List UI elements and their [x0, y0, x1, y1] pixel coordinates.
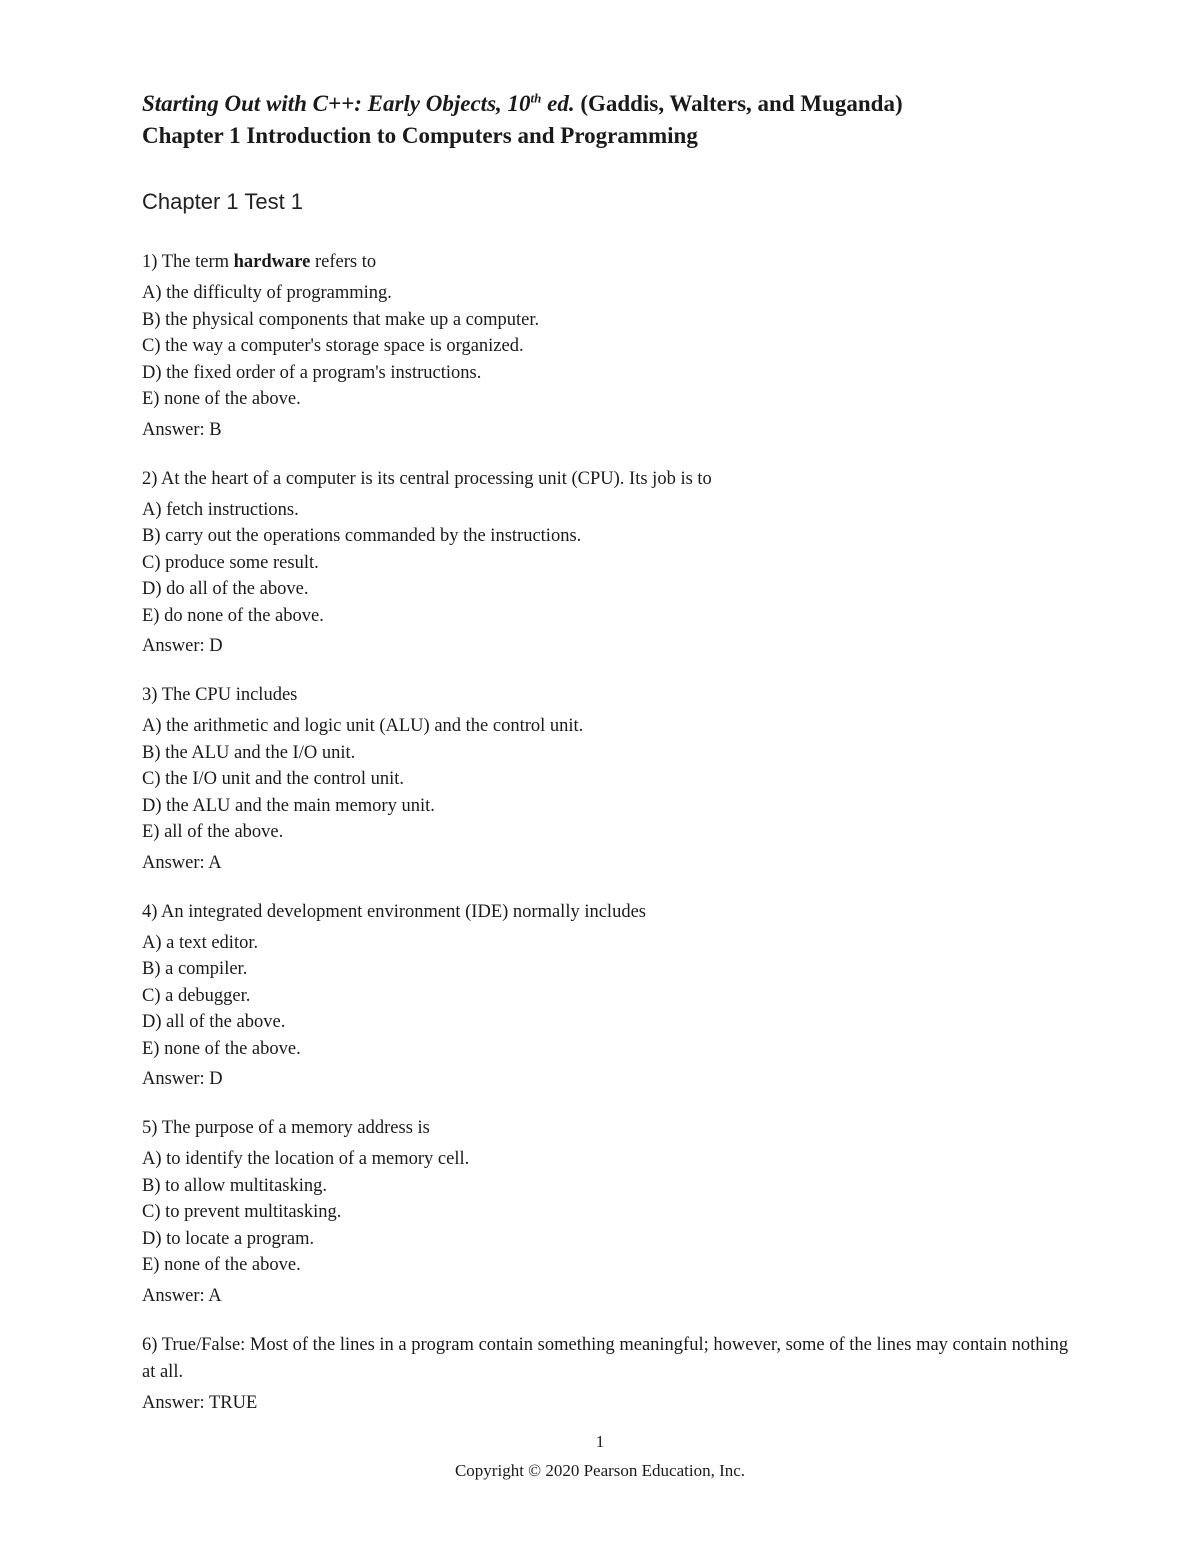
book-title: Starting Out with C++: Early Objects, 10th ed.	[142, 90, 575, 116]
option-b: B) a compiler.	[142, 959, 248, 979]
option-c: C) a debugger.	[142, 985, 251, 1006]
copyright-notice: Copyright © 2020 Pearson Education, Inc.	[454, 1461, 746, 1480]
test-title: Chapter 1 Test 1	[142, 189, 304, 214]
option-b: B) to allow multitasking.	[142, 1175, 327, 1196]
question-stem: 1) The term hardware refers to	[142, 252, 377, 272]
option-c: C) produce some result.	[142, 552, 319, 573]
question-1	[142, 249, 1082, 443]
option-b: B) carry out the operations commanded by the instructions.	[142, 526, 582, 546]
option-c: C) to prevent multitasking.	[142, 1202, 342, 1222]
edition-superscript: th	[530, 90, 542, 106]
question-2	[142, 466, 1082, 660]
option-a: A) a text editor.	[142, 932, 259, 953]
option-a: A) the difficulty of programming.	[142, 283, 392, 303]
option-d: D) all of the above.	[142, 1012, 286, 1032]
answer: Answer: TRUE	[142, 1392, 258, 1413]
option-a: A) to identify the location of a memory cell.	[142, 1149, 470, 1169]
option-c: C) the way a computer's storage space is organized.	[142, 336, 524, 356]
question-6	[142, 1332, 1082, 1416]
bold-term: hardware	[233, 252, 311, 272]
book-title-line	[142, 88, 1082, 120]
option-a: A) the arithmetic and logic unit (ALU) and the control unit.	[142, 716, 584, 736]
option-d: D) do all of the above.	[142, 579, 309, 599]
book-authors: (Gaddis, Walters, and Muganda)	[574, 91, 903, 116]
chapter-title: Chapter 1 Introduction to Computers and Programming	[142, 123, 698, 148]
option-d: D) the fixed order of a program's instructions.	[142, 362, 482, 383]
option-c: C) the I/O unit and the control unit.	[142, 769, 405, 789]
answer: Answer: A	[142, 1285, 222, 1306]
question-stem: 5) The purpose of a memory address is	[142, 1118, 430, 1138]
page-number: 1	[595, 1432, 605, 1451]
option-b: B) the ALU and the I/O unit.	[142, 742, 356, 763]
question-stem: 6) True/False: Most of the lines in a program contain something meaningful; however, some of the lines may contain nothing at all.	[142, 1334, 1069, 1382]
question-stem: 3) The CPU includes	[142, 685, 298, 705]
answer: Answer: B	[142, 419, 222, 440]
option-d: D) to locate a program.	[142, 1228, 315, 1249]
option-b: B) the physical components that make up a computer.	[142, 309, 540, 330]
option-e: E) none of the above.	[142, 389, 301, 409]
option-a: A) fetch instructions.	[142, 499, 299, 520]
answer: Answer: D	[142, 636, 223, 656]
question-stem: 4) An integrated development environment (IDE) normally includes	[142, 901, 646, 922]
question-stem: 2) At the heart of a computer is its central processing unit (CPU). Its job is to	[142, 468, 712, 489]
option-e: E) all of the above.	[142, 822, 284, 842]
answer: Answer: D	[142, 1069, 223, 1089]
question-5	[142, 1115, 1082, 1309]
question-4	[142, 899, 1082, 1093]
question-3	[142, 682, 1082, 876]
option-d: D) the ALU and the main memory unit.	[142, 795, 435, 816]
document-page	[142, 88, 1082, 1439]
option-e: E) do none of the above.	[142, 605, 324, 626]
answer: Answer: A	[142, 852, 222, 873]
option-e: E) none of the above.	[142, 1038, 301, 1059]
option-e: E) none of the above.	[142, 1255, 301, 1275]
